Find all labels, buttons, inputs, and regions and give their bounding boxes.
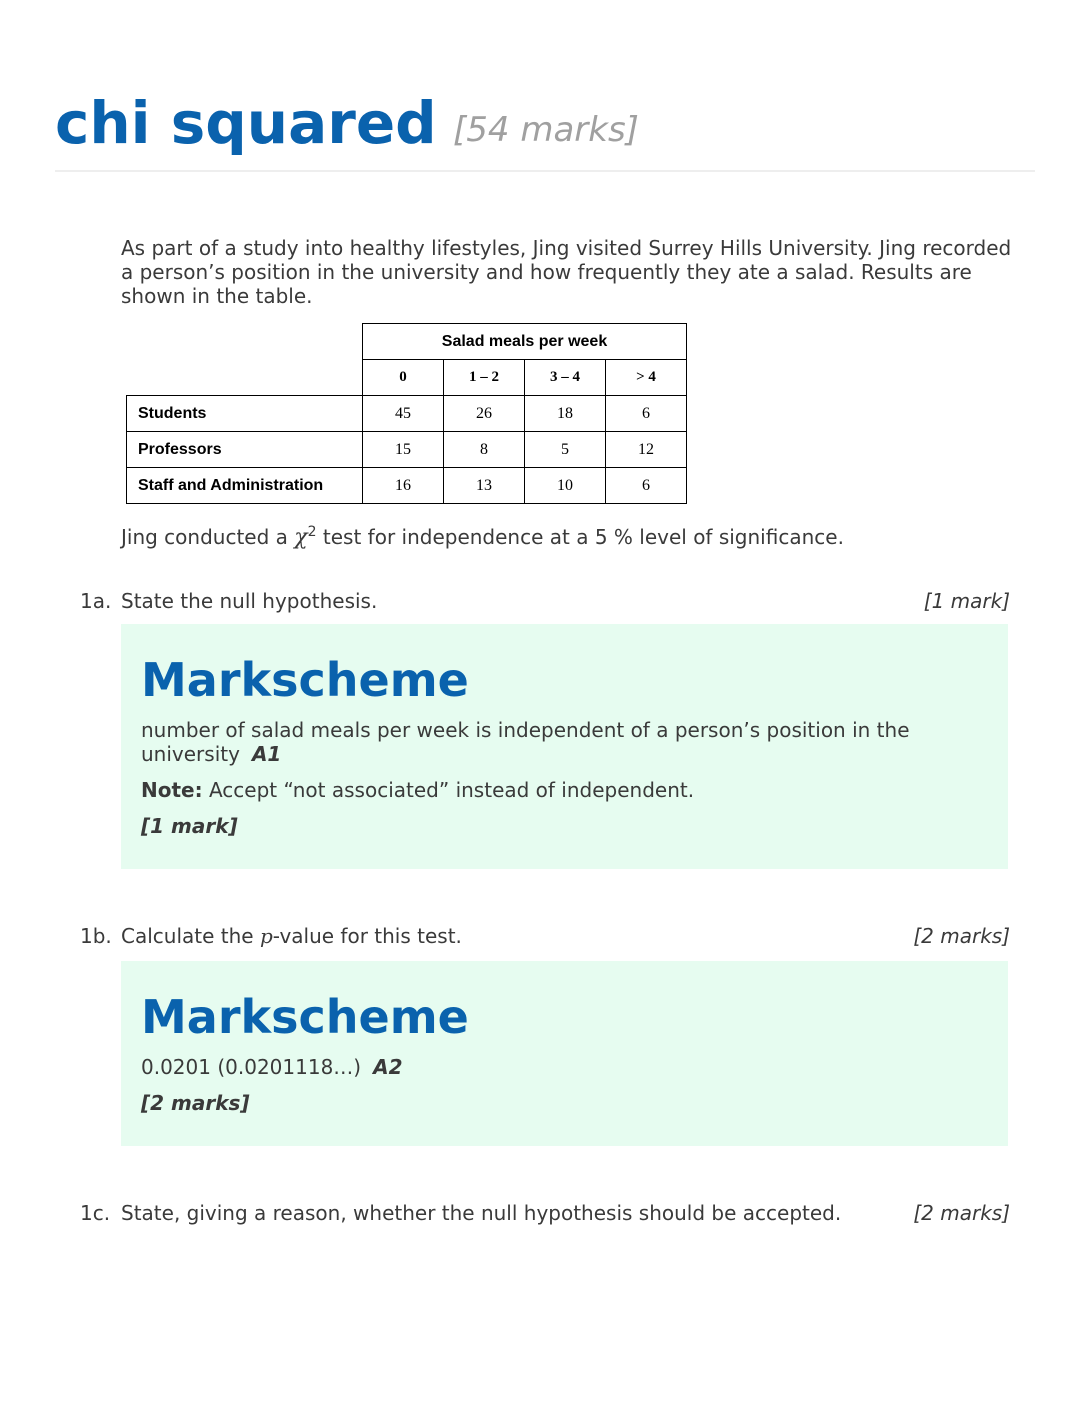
table-cell: 26 bbox=[444, 396, 525, 432]
markscheme-answer bbox=[141, 1055, 991, 1079]
question-marks: [2 marks] bbox=[913, 924, 1010, 948]
question-marks: [2 marks] bbox=[913, 1201, 1010, 1225]
total-marks: [54 marks] bbox=[453, 110, 639, 150]
column-header: 0 bbox=[363, 360, 444, 396]
question-text bbox=[121, 923, 462, 949]
question-number: 1b. bbox=[80, 924, 112, 948]
table-corner bbox=[127, 324, 363, 360]
markscheme-title: Markscheme bbox=[141, 990, 469, 1044]
table-cell: 12 bbox=[606, 432, 687, 468]
markscheme-answer bbox=[141, 718, 991, 766]
note-text: Accept “not associated” instead of independent. bbox=[202, 778, 695, 802]
markscheme-title: Markscheme bbox=[141, 653, 469, 707]
question-text-after: -value for this test. bbox=[272, 924, 462, 948]
salad-data-table bbox=[126, 323, 687, 504]
chi-symbol: χ bbox=[294, 525, 308, 550]
note-label: Note: bbox=[141, 778, 203, 802]
markscheme-1a bbox=[121, 624, 1008, 869]
row-label: Students bbox=[127, 396, 363, 432]
test-statement bbox=[121, 518, 844, 552]
table-cell: 13 bbox=[444, 468, 525, 504]
column-header: 1 – 2 bbox=[444, 360, 525, 396]
page-header bbox=[55, 88, 1035, 172]
table-group-header: Salad meals per week bbox=[363, 324, 687, 360]
table-cell: 10 bbox=[525, 468, 606, 504]
column-header: > 4 bbox=[606, 360, 687, 396]
table-cell: 16 bbox=[363, 468, 444, 504]
question-text: State, giving a reason, whether the null hypothesis should be accepted. bbox=[121, 1201, 842, 1225]
test-text-before: Jing conducted a bbox=[121, 525, 295, 549]
question-number: 1a. bbox=[80, 589, 112, 613]
question-marks: [1 mark] bbox=[923, 589, 1010, 613]
column-header: 3 – 4 bbox=[525, 360, 606, 396]
table-row bbox=[127, 396, 687, 432]
table-cell: 6 bbox=[606, 396, 687, 432]
answer-text: number of salad meals per week is independent of a person’s position in the university bbox=[141, 718, 910, 766]
award-code: A2 bbox=[373, 1055, 403, 1079]
question-text-before: Calculate the bbox=[121, 924, 260, 948]
chi-power: 2 bbox=[307, 524, 317, 540]
table-cell: 45 bbox=[363, 396, 444, 432]
test-text-after: test for independence at a 5 % level of significance. bbox=[316, 525, 844, 549]
markscheme-note bbox=[141, 778, 991, 802]
table-cell: 8 bbox=[444, 432, 525, 468]
table-corner bbox=[127, 360, 363, 396]
question-number: 1c. bbox=[80, 1201, 111, 1225]
row-label: Professors bbox=[127, 432, 363, 468]
question-text: State the null hypothesis. bbox=[121, 589, 378, 613]
page-title: chi squared bbox=[55, 89, 437, 157]
table-row bbox=[127, 432, 687, 468]
p-variable: p bbox=[259, 924, 273, 948]
table-cell: 5 bbox=[525, 432, 606, 468]
award-code: A1 bbox=[251, 742, 282, 766]
intro-paragraph: As part of a study into healthy lifestyles, Jing visited Surrey Hills University. Jing recorded a person’s position in the university and how frequently they ate a salad. Results are shown in the table. bbox=[121, 236, 1012, 308]
table-cell: 6 bbox=[606, 468, 687, 504]
table-cell: 18 bbox=[525, 396, 606, 432]
markscheme-1b bbox=[121, 961, 1008, 1146]
answer-text: 0.0201 (0.0201118…) bbox=[141, 1055, 362, 1079]
row-label: Staff and Administration bbox=[127, 468, 363, 504]
markscheme-total: [2 marks] bbox=[141, 1091, 250, 1115]
markscheme-total: [1 mark] bbox=[141, 814, 238, 838]
table-row bbox=[127, 468, 687, 504]
table-cell: 15 bbox=[363, 432, 444, 468]
